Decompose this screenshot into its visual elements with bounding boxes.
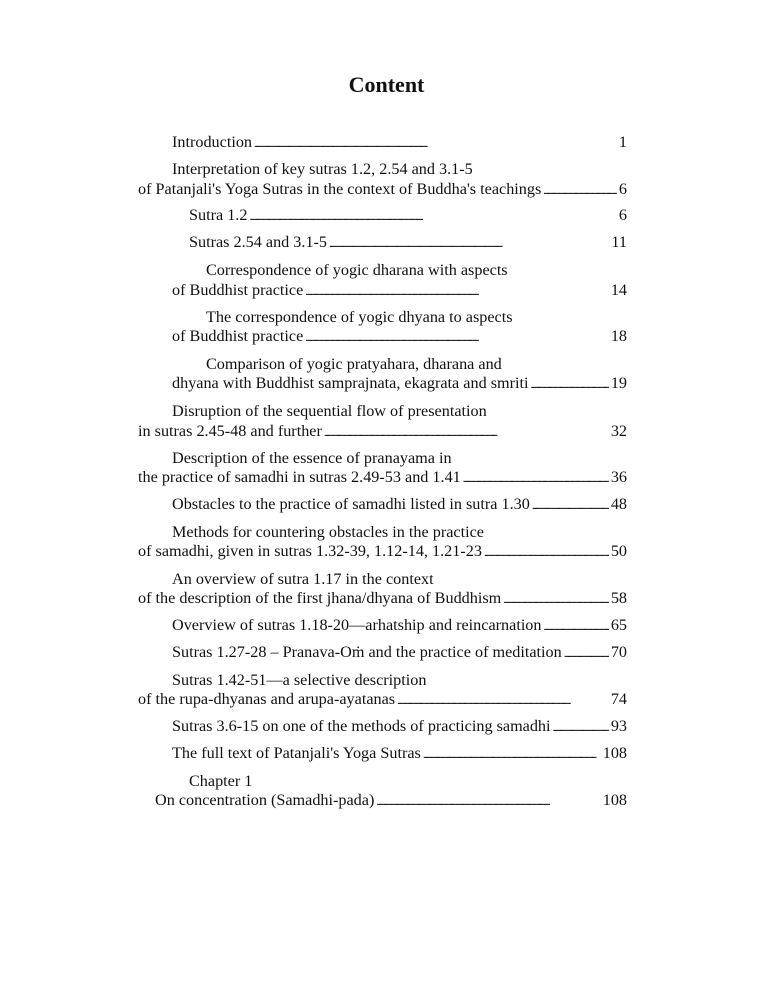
toc-leader-dots xyxy=(544,614,609,638)
toc-leader-dots xyxy=(564,641,609,665)
toc-entry[interactable] xyxy=(172,372,627,394)
toc-leader-dots xyxy=(553,715,609,739)
toc-leader-dots xyxy=(423,742,601,766)
toc-entry-title: of samadhi, given in sutras 1.32-39, 1.12-14, 1.21-23 xyxy=(138,542,482,560)
toc-entry[interactable] xyxy=(172,325,627,347)
toc-entry[interactable] xyxy=(172,493,627,515)
toc-leader-dots xyxy=(324,420,609,444)
toc-entry[interactable] xyxy=(138,466,627,488)
toc-page-number: 50 xyxy=(610,542,627,560)
toc-leader-dots xyxy=(484,540,609,564)
toc-entry[interactable] xyxy=(172,614,627,636)
toc-leader-dots xyxy=(397,688,609,712)
toc-page-number: 19 xyxy=(610,374,627,392)
toc-entry[interactable] xyxy=(155,789,627,811)
toc-entry[interactable] xyxy=(172,131,627,153)
toc-chapter-label[interactable]: Chapter 1 xyxy=(189,772,253,790)
toc-page-number: 6 xyxy=(618,180,627,198)
toc-entry-title: Sutras 1.27-28 – Pranava-Oṁ and the practice of meditation xyxy=(172,643,562,661)
toc-page-number: 48 xyxy=(610,495,627,513)
toc-entry[interactable] xyxy=(138,688,627,710)
toc-entry-title[interactable]: Comparison of yogic pratyahara, dharana and xyxy=(206,355,502,373)
toc-page-number: 70 xyxy=(610,643,627,661)
toc-page-number: 93 xyxy=(610,717,627,735)
toc-entry-title: of Buddhist practice xyxy=(172,327,304,345)
toc-leader-dots xyxy=(305,279,609,303)
toc-entry[interactable] xyxy=(189,204,627,226)
toc-page-number: 32 xyxy=(610,422,627,440)
toc-leader-dots xyxy=(543,178,617,202)
toc-leader-dots xyxy=(376,789,600,813)
toc-leader-dots xyxy=(305,325,609,349)
toc-page-number: 11 xyxy=(611,233,627,251)
toc-page-number: 6 xyxy=(618,206,627,224)
toc-entry[interactable] xyxy=(138,420,627,442)
toc-entry-title: Overview of sutras 1.18-20—arhatship and reincarnation xyxy=(172,616,542,634)
toc-entry[interactable] xyxy=(172,641,627,663)
toc-page-number: 65 xyxy=(610,616,627,634)
toc-entry[interactable] xyxy=(138,587,627,609)
toc-entry-title: Introduction xyxy=(172,133,253,151)
toc-leader-dots xyxy=(254,131,617,155)
toc-page-number: 74 xyxy=(610,690,627,708)
toc-entry-title: of the description of the first jhana/dhyana of Buddhism xyxy=(138,589,502,607)
toc-page-number: 108 xyxy=(602,744,627,762)
page-title: Content xyxy=(348,72,425,97)
toc-entry-title: the practice of samadhi in sutras 2.49-53 and 1.41 xyxy=(138,468,461,486)
toc-entry-title: of the rupa-dhyanas and arupa-ayatanas xyxy=(138,690,396,708)
toc-entry-title: dhyana with Buddhist samprajnata, ekagrata and smriti xyxy=(172,374,529,392)
toc-entry[interactable] xyxy=(138,540,627,562)
toc-entry[interactable] xyxy=(189,231,627,253)
toc-entry-title[interactable]: Disruption of the sequential flow of presentation xyxy=(172,402,487,420)
toc-entry-title: of Patanjali's Yoga Sutras in the context of Buddha's teachings xyxy=(138,180,542,198)
toc-entry[interactable] xyxy=(172,742,627,764)
toc-entry-title: in sutras 2.45-48 and further xyxy=(138,422,322,440)
toc-entry-title: of Buddhist practice xyxy=(172,281,304,299)
toc-entry-title[interactable]: Methods for countering obstacles in the practice xyxy=(172,523,484,541)
toc-leader-dots xyxy=(530,372,608,396)
toc-entry-title[interactable]: An overview of sutra 1.17 in the context xyxy=(172,570,434,588)
toc-entry[interactable] xyxy=(172,279,627,301)
toc-entry-title[interactable]: Description of the essence of pranayama in xyxy=(172,449,452,467)
toc-leader-dots xyxy=(249,204,616,228)
toc-entry-title: Sutras 2.54 and 3.1-5 xyxy=(189,233,328,251)
toc-entry-title[interactable]: Sutras 1.42-51—a selective description xyxy=(172,671,427,689)
toc-entry[interactable] xyxy=(138,178,627,200)
toc-leader-dots xyxy=(329,231,609,255)
toc-page-number: 108 xyxy=(602,791,627,809)
toc-entry-title[interactable]: Correspondence of yogic dharana with aspects xyxy=(206,261,508,279)
toc-entry-title: Sutras 3.6-15 on one of the methods of practicing samadhi xyxy=(172,717,551,735)
toc-page-number: 14 xyxy=(610,281,627,299)
toc-leader-dots xyxy=(503,587,609,611)
toc-page-number: 1 xyxy=(618,133,627,151)
toc-leader-dots xyxy=(463,466,609,490)
toc-entry-title: The full text of Patanjali's Yoga Sutras xyxy=(172,744,421,762)
toc-entry-title: On concentration (Samadhi-pada) xyxy=(155,791,375,809)
toc-entry-title: Sutra 1.2 xyxy=(189,206,248,224)
toc-page-number: 18 xyxy=(610,327,627,345)
toc-entry-title: Obstacles to the practice of samadhi listed in sutra 1.30 xyxy=(172,495,530,513)
toc-page-number: 58 xyxy=(610,589,627,607)
toc-entry-title[interactable]: The correspondence of yogic dhyana to aspects xyxy=(206,308,513,326)
toc-entry[interactable] xyxy=(172,715,627,737)
toc-entry-title[interactable]: Interpretation of key sutras 1.2, 2.54 and 3.1-5 xyxy=(172,160,473,178)
toc-leader-dots xyxy=(532,493,609,517)
toc-page-number: 36 xyxy=(610,468,627,486)
